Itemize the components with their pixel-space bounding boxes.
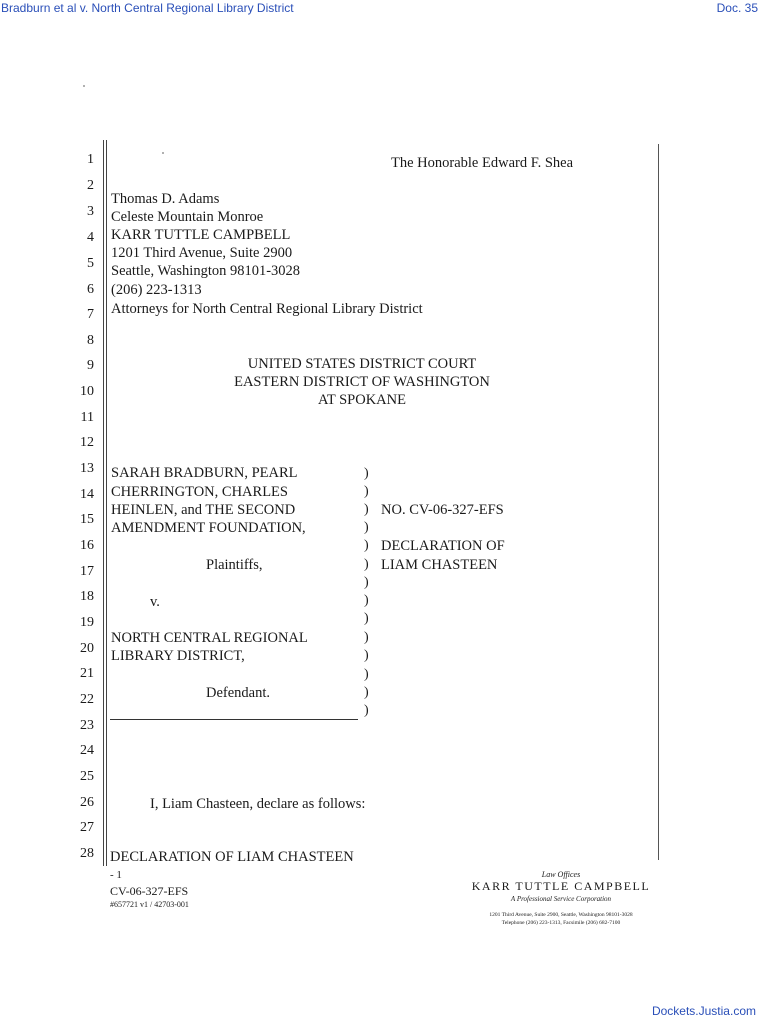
caption-paren: ) bbox=[364, 466, 369, 481]
law-offices-label: Law Offices bbox=[541, 870, 581, 879]
caption-paren: ) bbox=[364, 630, 369, 645]
footer-case-number: CV-06-327-EFS bbox=[110, 884, 189, 898]
footer-page-number: - 1 bbox=[110, 869, 122, 881]
case-number: NO. CV-06-327-EFS bbox=[381, 502, 504, 518]
plaintiff-line: SARAH BRADBURN, PEARL bbox=[111, 465, 298, 481]
line-number: 25 bbox=[80, 769, 94, 784]
case-title-link[interactable]: Bradburn et al v. North Central Regional Library District bbox=[1, 1, 294, 15]
plaintiff-line: HEINLEN, and THE SECOND bbox=[111, 502, 296, 518]
line-number: 14 bbox=[80, 487, 94, 502]
scan-speck bbox=[83, 85, 85, 87]
counsel-line: (206) 223-1313 bbox=[111, 282, 202, 298]
caption-rule bbox=[110, 719, 358, 720]
footer-doc-id: #657721 v1 / 42703-001 bbox=[110, 900, 189, 909]
line-number: 5 bbox=[87, 256, 94, 271]
caption-paren: ) bbox=[364, 575, 369, 590]
firm-phones: Telephone (206) 223-1313, Facsimile (206) 682-7100 bbox=[501, 920, 621, 926]
court-name: UNITED STATES DISTRICT COURT bbox=[247, 356, 477, 372]
counsel-line: Thomas D. Adams bbox=[111, 191, 220, 207]
defendant-line: LIBRARY DISTRICT, bbox=[111, 648, 245, 664]
caption-paren: ) bbox=[364, 685, 369, 700]
document-title: LIAM CHASTEEN bbox=[381, 557, 498, 573]
line-number: 21 bbox=[80, 666, 94, 681]
judge-name: The Honorable Edward F. Shea bbox=[391, 155, 574, 171]
counsel-role: Attorneys for North Central Regional Library District bbox=[111, 301, 423, 317]
line-number: 28 bbox=[80, 846, 94, 861]
caption-paren: ) bbox=[364, 520, 369, 535]
line-number: 6 bbox=[87, 282, 94, 297]
line-number: 2 bbox=[87, 178, 94, 193]
caption-paren: ) bbox=[364, 648, 369, 663]
line-number: 15 bbox=[80, 512, 94, 527]
caption-paren: ) bbox=[364, 502, 369, 517]
court-district: EASTERN DISTRICT OF WASHINGTON bbox=[234, 374, 490, 390]
line-number: 10 bbox=[80, 384, 94, 399]
plaintiff-line: CHERRINGTON, CHARLES bbox=[111, 484, 288, 500]
line-number: 3 bbox=[87, 204, 94, 219]
caption-paren: ) bbox=[364, 703, 369, 718]
line-number: 8 bbox=[87, 333, 94, 348]
plaintiff-line: AMENDMENT FOUNDATION, bbox=[111, 520, 306, 536]
justia-link[interactable]: Dockets.Justia.com bbox=[651, 1004, 756, 1018]
left-margin-rule bbox=[103, 140, 104, 866]
line-number: 26 bbox=[80, 795, 94, 810]
counsel-line: Celeste Mountain Monroe bbox=[111, 209, 264, 225]
line-number: 27 bbox=[80, 820, 94, 835]
court-location: AT SPOKANE bbox=[318, 392, 406, 408]
line-number: 23 bbox=[80, 718, 94, 733]
line-number: 18 bbox=[80, 589, 94, 604]
left-margin-rule-inner bbox=[106, 140, 107, 866]
line-number: 19 bbox=[80, 615, 94, 630]
line-number: 24 bbox=[80, 743, 94, 758]
line-number: 20 bbox=[80, 641, 94, 656]
firm-corp: A Professional Service Corporation bbox=[510, 895, 612, 903]
right-margin-rule bbox=[658, 144, 659, 860]
line-number: 13 bbox=[80, 461, 94, 476]
line-number: 17 bbox=[80, 564, 94, 579]
firm-footer bbox=[466, 870, 656, 927]
caption-paren: ) bbox=[364, 557, 369, 572]
caption-paren: ) bbox=[364, 593, 369, 608]
footer-title: DECLARATION OF LIAM CHASTEEN bbox=[110, 849, 354, 865]
counsel-firm: KARR TUTTLE CAMPBELL bbox=[111, 227, 291, 243]
line-number: 4 bbox=[87, 230, 94, 245]
counsel-line: Seattle, Washington 98101-3028 bbox=[111, 263, 301, 279]
line-number: 22 bbox=[80, 692, 94, 707]
line-number: 1 bbox=[87, 152, 94, 167]
line-number: 9 bbox=[87, 358, 94, 373]
scan-speck bbox=[162, 152, 164, 154]
caption-paren: ) bbox=[364, 538, 369, 553]
plaintiffs-label: Plaintiffs, bbox=[206, 557, 263, 573]
caption-paren: ) bbox=[364, 484, 369, 499]
caption-paren: ) bbox=[364, 611, 369, 626]
versus: v. bbox=[150, 594, 160, 610]
line-number: 7 bbox=[87, 307, 94, 322]
firm-name: KARR TUTTLE CAMPBELL bbox=[471, 879, 651, 893]
counsel-line: 1201 Third Avenue, Suite 2900 bbox=[111, 245, 293, 261]
line-number: 16 bbox=[80, 538, 94, 553]
defendant-label: Defendant. bbox=[206, 685, 271, 701]
declaration-opening: I, Liam Chasteen, declare as follows: bbox=[150, 796, 366, 812]
line-number: 11 bbox=[80, 410, 94, 425]
defendant-line: NORTH CENTRAL REGIONAL bbox=[111, 630, 308, 646]
line-number: 12 bbox=[80, 435, 94, 450]
document-title: DECLARATION OF bbox=[381, 538, 505, 554]
doc-number-link[interactable]: Doc. 35 bbox=[716, 1, 758, 15]
firm-address: 1201 Third Avenue, Suite 2900, Seattle, Washington 98101-3028 bbox=[489, 912, 633, 918]
caption-paren: ) bbox=[364, 667, 369, 682]
